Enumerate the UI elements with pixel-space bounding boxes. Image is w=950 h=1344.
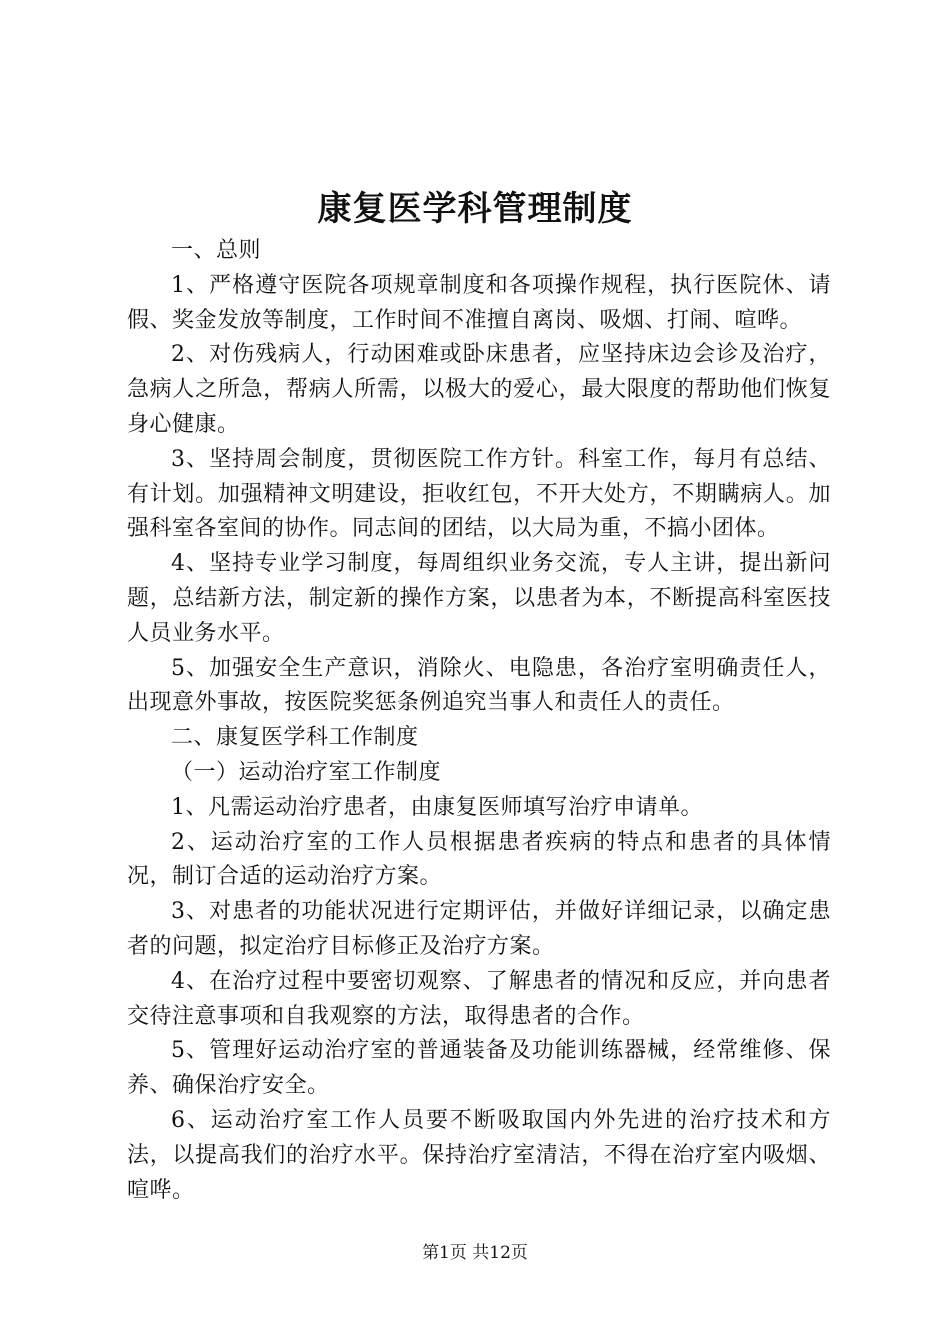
section-heading-general: 一、总则 [171,238,262,263]
paragraph-exercise-2: 2、运动治疗室的工作人员根据患者疾病的特点和患者的具体情况，制订合适的运动治疗方案。 [127,829,831,890]
page-footer: 第1页 共12页 [422,1243,528,1263]
paragraph-rule-4: 4、坚持专业学习制度，每周组织业务交流，专人主讲，提出新问题，总结新方法，制定新的操作方案，以患者为本，不断提高科室医技人员业务水平。 [127,551,831,646]
section-heading-work-system: 二、康复医学科工作制度 [171,725,419,751]
paragraph-exercise-4: 4、在治疗过程中要密切观察、了解患者的情况和反应，并向患者交待注意事项和自我观察的方法，取得患者的合作。 [127,968,831,1029]
paragraph-exercise-5: 5、管理好运动治疗室的普通装备及功能训练器械，经常维修、保养、确保治疗安全。 [127,1038,831,1099]
paragraph-rule-2: 2、对伤残病人，行动困难或卧床患者，应坚持床边会诊及治疗，急病人之所急，帮病人所需，以极大的爱心，最大限度的帮助他们恢复身心健康。 [127,342,831,437]
paragraph-exercise-6: 6、运动治疗室工作人员要不断吸取国内外先进的治疗技术和方法，以提高我们的治疗水平。保持治疗室清洁，不得在治疗室内吸烟、喧哗。 [127,1107,831,1203]
document-body [127,234,831,1208]
paragraph-rule-3: 3、坚持周会制度，贯彻医院工作方针。科室工作，每月有总结、有计划。加强精神文明建设，拒收红包，不开大处方，不期瞒病人。加强科室各室间的协作。同志间的团结，以大局为重，不搞小团体。 [127,446,831,542]
paragraph-rule-1: 1、严格遵守医院各项规章制度和各项操作规程，执行医院休、请假、奖金发放等制度，工作时间不准擅自离岗、吸烟、打闹、喧哗。 [127,272,831,333]
paragraph-rule-5: 5、加强安全生产意识，消除火、电隐患，各治疗室明确责任人，出现意外事故，按医院奖惩条例追究当事人和责任人的责任。 [127,655,831,716]
subsection-heading-exercise-therapy: （一）运动治疗室工作制度 [171,759,442,785]
document-title: 康复医学科管理制度 [317,189,633,229]
paragraph-exercise-1: 1、凡需运动治疗患者，由康复医师填写治疗申请单。 [171,794,703,820]
paragraph-exercise-3: 3、对患者的功能状况进行定期评估，并做好详细记录，以确定患者的问题，拟定治疗目标修正及治疗方案。 [127,899,831,959]
